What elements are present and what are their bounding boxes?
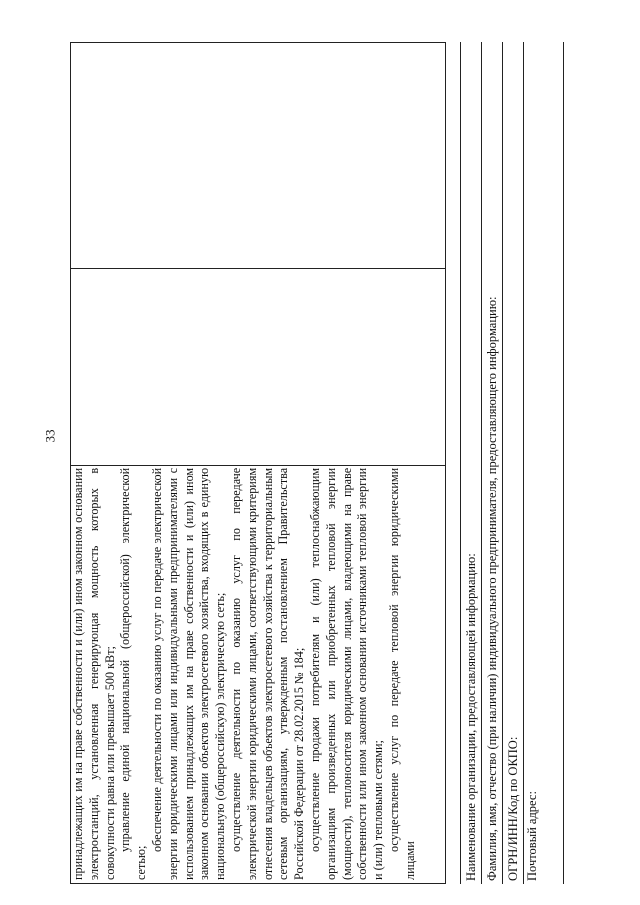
- contact-info-table: [460, 42, 564, 884]
- table-cell-empty: [71, 43, 446, 269]
- info-row: [524, 42, 564, 884]
- paragraph-3: обеспечение деятельности по оказанию услуг по передаче электрической энергии юридическими лицами или индивидуальными предпринимателями с использованием принадлежащих им на праве собственности и (или) ином законном основании объектов электросетевого хозяйства, входящих в единую национальную (общероссийскую) электрическую сеть;: [149, 467, 228, 880]
- rotated-content: [70, 42, 540, 884]
- table-row: [71, 43, 446, 884]
- paragraph-6: осуществление услуг по передаче тепловой энергии юридическими лицами: [386, 467, 417, 880]
- paragraph-4: осуществление деятельности по оказанию услуг по передаче электрической энергии юридическими лицами, соответствующими критериям отнесения владельцев объектов электросетевого хозяйства к территориальным сетевым организациям, утвержденным постановлением Правительства Российской Федерации от 28.02.2015 № 184;: [228, 467, 307, 880]
- table-cell-text: [71, 465, 446, 883]
- table-cell-empty: [71, 269, 446, 465]
- organization-name-field: Наименование организации, предоставляющей информацию:: [461, 42, 482, 884]
- requirements-table: [70, 42, 446, 884]
- paragraph-2: управление единой национальной (общероссийской) электрической сетью;: [118, 467, 149, 880]
- registration-codes-field: ОГРН/ИНН/Код по ОКПО:: [503, 42, 524, 884]
- paragraph-1: принадлежащих им на праве собственности и (или) ином законном основании электростанций, установленная генерирующая мощность которых в совокупности равна или превышает 500 кВт;: [71, 467, 117, 880]
- page-number: 33: [42, 429, 58, 443]
- entrepreneur-name-field: Фамилия, имя, отчество (при наличии) индивидуального предпринимателя, предоставляющего информацию:: [482, 42, 503, 884]
- info-row: [503, 42, 524, 884]
- info-row: [482, 42, 503, 884]
- paragraph-5: осуществление продажи потребителям и (или) теплоснабжающим организациям произведенных или приобретенных тепловой энергии (мощности), теплоносителя юридическими лицами, владеющими на праве собственности или ином законном основании источниками тепловой энергии и (или) тепловыми сетями;: [307, 467, 386, 880]
- postal-address-field: Почтовый адрес:: [524, 42, 564, 884]
- cell-paragraphs: [71, 466, 419, 883]
- info-row: [461, 42, 482, 884]
